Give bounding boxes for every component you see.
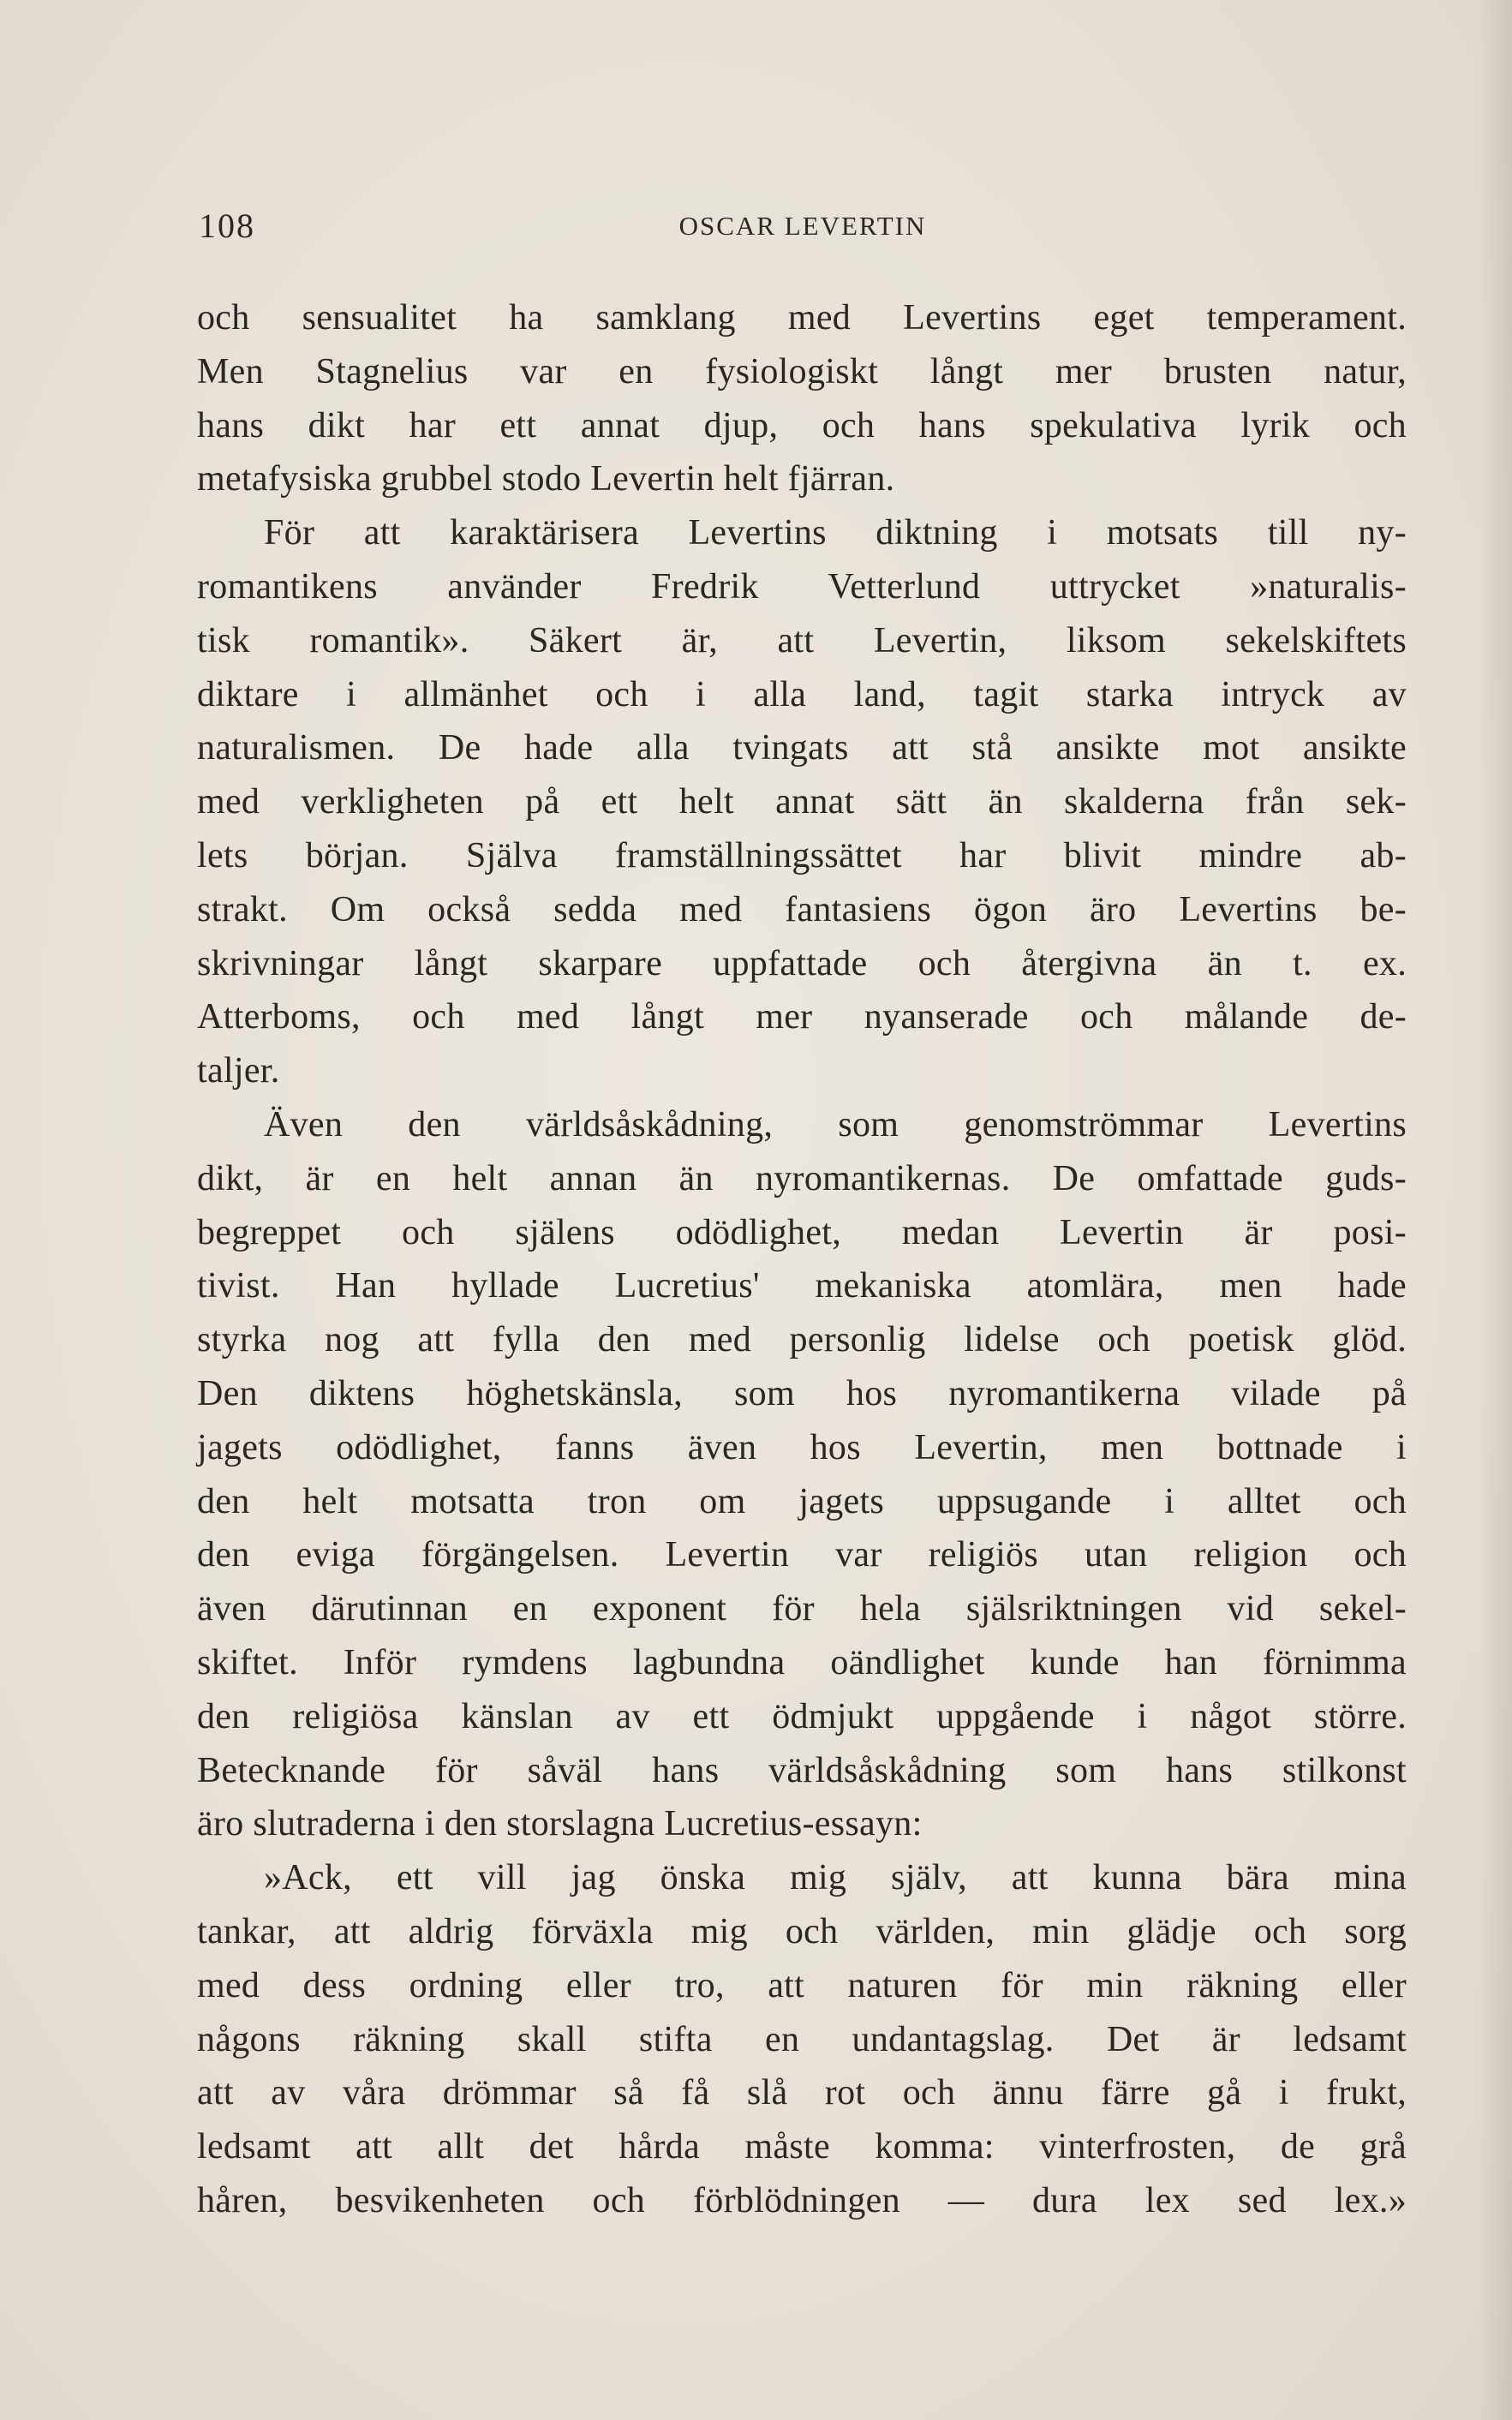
text-line: skiftet. Inför rymdens lagbundna oändlighet kunde han förnimma bbox=[197, 1642, 1407, 1682]
text-line: den eviga förgängelsen. Levertin var religiös utan religion och bbox=[197, 1535, 1407, 1575]
text-line: För att karaktärisera Levertins diktning i motsats till ny- bbox=[264, 513, 1407, 553]
text-line: tankar, att aldrig förväxla mig och världen, min glädje och sorg bbox=[197, 1911, 1407, 1951]
text-line: diktare i allmänhet och i alla land, tagit starka intryck av bbox=[197, 674, 1407, 714]
text-line: taljer. bbox=[197, 1051, 280, 1091]
text-line: »Ack, ett vill jag önska mig själv, att kunna bära mina bbox=[264, 1858, 1407, 1898]
page-number: 108 bbox=[199, 206, 255, 245]
text-line: den religiösa känslan av ett ödmjukt uppgående i något större. bbox=[197, 1696, 1407, 1736]
text-line: strakt. Om också sedda med fantasiens ögon äro Levertins be- bbox=[197, 889, 1407, 929]
text-line: Den diktens höghetskänsla, som hos nyromantikerna vilade på bbox=[197, 1373, 1407, 1413]
body-text bbox=[197, 291, 1407, 2228]
text-line: lets början. Själva framställningssättet har blivit mindre ab- bbox=[197, 835, 1407, 875]
text-line: jagets odödlighet, fanns även hos Levertin, men bottnade i bbox=[197, 1427, 1407, 1467]
text-line: äro slutraderna i den storslagna Lucretius-essayn: bbox=[197, 1804, 923, 1844]
text-line: styrka nog att fylla den med personlig lidelse och poetisk glöd. bbox=[197, 1320, 1407, 1360]
text-line: naturalismen. De hade alla tvingats att stå ansikte mot ansikte bbox=[197, 728, 1407, 768]
text-line: ledsamt att allt det hårda måste komma: vinterfrosten, de grå bbox=[197, 2127, 1407, 2167]
running-title: OSCAR LEVERTIN bbox=[678, 211, 927, 241]
text-line: Men Stagnelius var en fysiologiskt långt mer brusten natur, bbox=[197, 351, 1407, 391]
text-line: och sensualitet ha samklang med Levertins eget temperament. bbox=[197, 298, 1407, 338]
text-line: att av våra drömmar så få slå rot och ännu färre gå i frukt, bbox=[197, 2073, 1407, 2113]
text-line: med verkligheten på ett helt annat sätt än skalderna från sek- bbox=[197, 782, 1407, 822]
text-line: hans dikt har ett annat djup, och hans spekulativa lyrik och bbox=[197, 405, 1407, 445]
text-line: Atterboms, och med långt mer nyanserade och målande de- bbox=[197, 997, 1407, 1037]
text-line: tisk romantik». Säkert är, att Levertin, liksom sekelskiftets bbox=[197, 620, 1407, 660]
page-edge-shadow bbox=[1478, 0, 1512, 2420]
text-line: tivist. Han hyllade Lucretius' mekaniska atomlära, men hade bbox=[197, 1266, 1407, 1306]
text-line: håren, besvikenheten och förblödningen — dura lex sed lex.» bbox=[197, 2180, 1407, 2220]
text-line: begreppet och själens odödlighet, medan Levertin är posi- bbox=[197, 1212, 1407, 1252]
text-line: någons räkning skall stifta en undantagslag. Det är ledsamt bbox=[197, 2019, 1407, 2059]
text-line: Betecknande för såväl hans världsåskådning som hans stilkonst bbox=[197, 1750, 1407, 1790]
text-line: med dess ordning eller tro, att naturen för min räkning eller bbox=[197, 1965, 1407, 2005]
text-line: skrivningar långt skarpare uppfattade och återgivna än t. ex. bbox=[197, 943, 1407, 983]
text-line: dikt, är en helt annan än nyromantikernas. De omfattade guds- bbox=[197, 1158, 1407, 1198]
text-line: romantikens använder Fredrik Vetterlund uttrycket »naturalis- bbox=[197, 566, 1407, 606]
text-line: metafysiska grubbel stodo Levertin helt fjärran. bbox=[197, 459, 895, 499]
text-line: även därutinnan en exponent för hela själsriktningen vid sekel- bbox=[197, 1589, 1407, 1629]
page-header bbox=[199, 206, 1407, 247]
text-line: Även den världsåskådning, som genomströmmar Levertins bbox=[264, 1104, 1407, 1144]
text-line: den helt motsatta tron om jagets uppsugande i alltet och bbox=[197, 1481, 1407, 1521]
